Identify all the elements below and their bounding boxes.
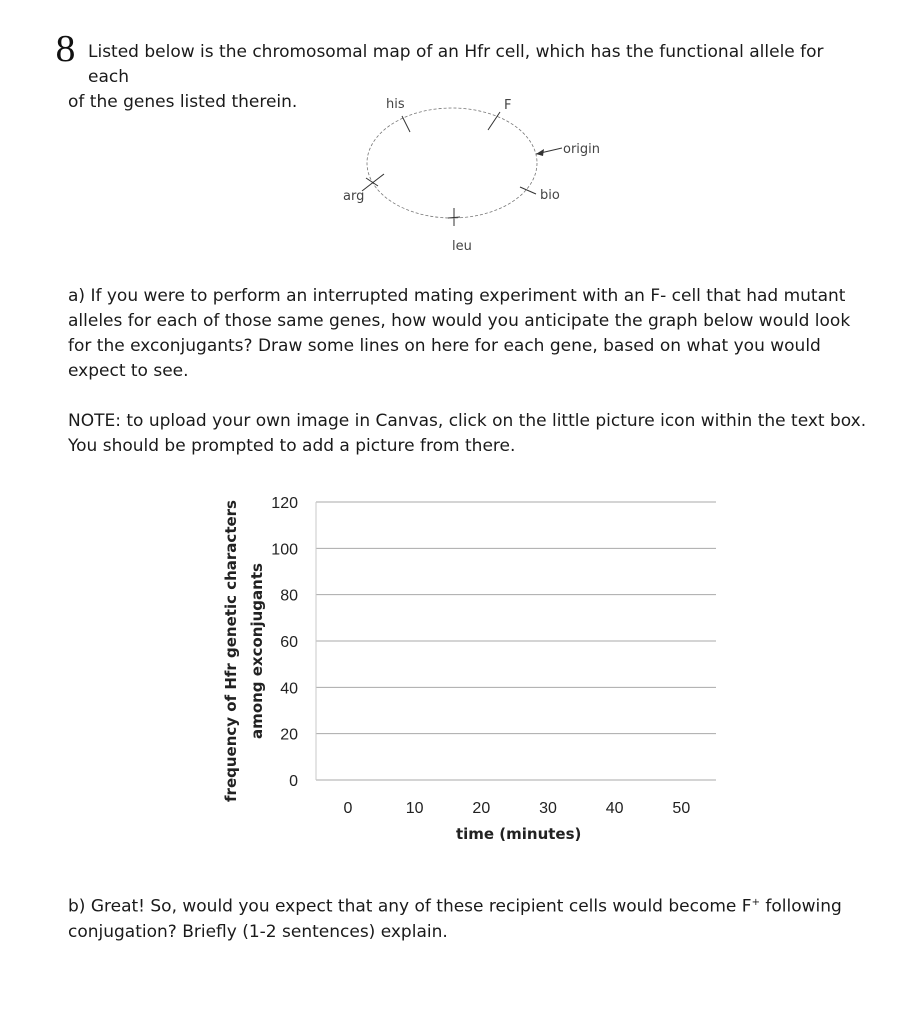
chromosome-map bbox=[320, 90, 640, 260]
gene-label-leu: leu bbox=[452, 239, 472, 254]
x-tick-label: 10 bbox=[405, 800, 424, 817]
exconjugant-chart[interactable] bbox=[210, 480, 750, 850]
y-axis-title-line-1: frequency of Hfr genetic characters bbox=[222, 500, 240, 802]
y-tick-label: 60 bbox=[280, 634, 298, 651]
y-tick-label: 40 bbox=[280, 680, 298, 698]
intro-line-1: Listed below is the chromosomal map of an Hfr cell, which has the functional allele for each bbox=[88, 42, 824, 87]
x-axis-title: time (minutes) bbox=[455, 825, 582, 843]
gene-tick-arg-cross bbox=[366, 178, 378, 186]
gene-label-origin: origin bbox=[563, 142, 601, 157]
y-axis-title-line-2: among exconjugants bbox=[248, 563, 266, 739]
upload-note-line-2: You should be prompted to add a picture from there. bbox=[68, 436, 516, 456]
x-tick-label: 50 bbox=[672, 800, 691, 817]
f-plus-superscript: + bbox=[751, 897, 760, 908]
gene-tick-leu-cross bbox=[448, 217, 460, 218]
x-tick-label: 40 bbox=[605, 800, 624, 817]
chromosome-circle bbox=[367, 108, 537, 218]
y-tick-label: 120 bbox=[271, 495, 298, 512]
y-tick-label: 20 bbox=[280, 726, 298, 744]
gene-label-arg: arg bbox=[343, 189, 365, 204]
x-tick-label: 20 bbox=[472, 800, 491, 817]
question-number: 8 bbox=[55, 28, 76, 70]
y-tick-label: 100 bbox=[271, 541, 298, 559]
y-tick-label: 0 bbox=[289, 773, 298, 790]
x-tick-label: 30 bbox=[539, 800, 557, 817]
intro-line-2: of the genes listed therein. bbox=[68, 92, 298, 112]
y-tick-label: 80 bbox=[280, 587, 298, 605]
part-b-question bbox=[68, 890, 873, 945]
gene-label-F: F bbox=[504, 98, 512, 113]
gene-tick-his bbox=[402, 116, 410, 132]
gene-label-bio: bio bbox=[540, 188, 560, 203]
part-b-text-before: b) Great! So, would you expect that any of these recipient cells would become F bbox=[68, 896, 752, 917]
gene-label-his: his bbox=[386, 97, 405, 112]
gene-tick-F bbox=[488, 112, 500, 130]
x-tick-label: 0 bbox=[343, 800, 353, 817]
part-b-text-after: following conjugation? Briefly (1-2 sentences) explain. bbox=[68, 896, 842, 942]
upload-note-line-1: NOTE: to upload your own image in Canvas, click on the little picture icon within the text box. bbox=[68, 411, 867, 431]
part-a-question: a) If you were to perform an interrupted mating experiment with an F- cell that had mutant alleles for each of those same genes, how would you anticipate the graph below would look for the exconjugants? Draw some lines on here for each gene, based on what you would expect to see. bbox=[68, 286, 851, 381]
upload-note bbox=[68, 409, 873, 459]
origin-arrowhead bbox=[536, 149, 544, 156]
